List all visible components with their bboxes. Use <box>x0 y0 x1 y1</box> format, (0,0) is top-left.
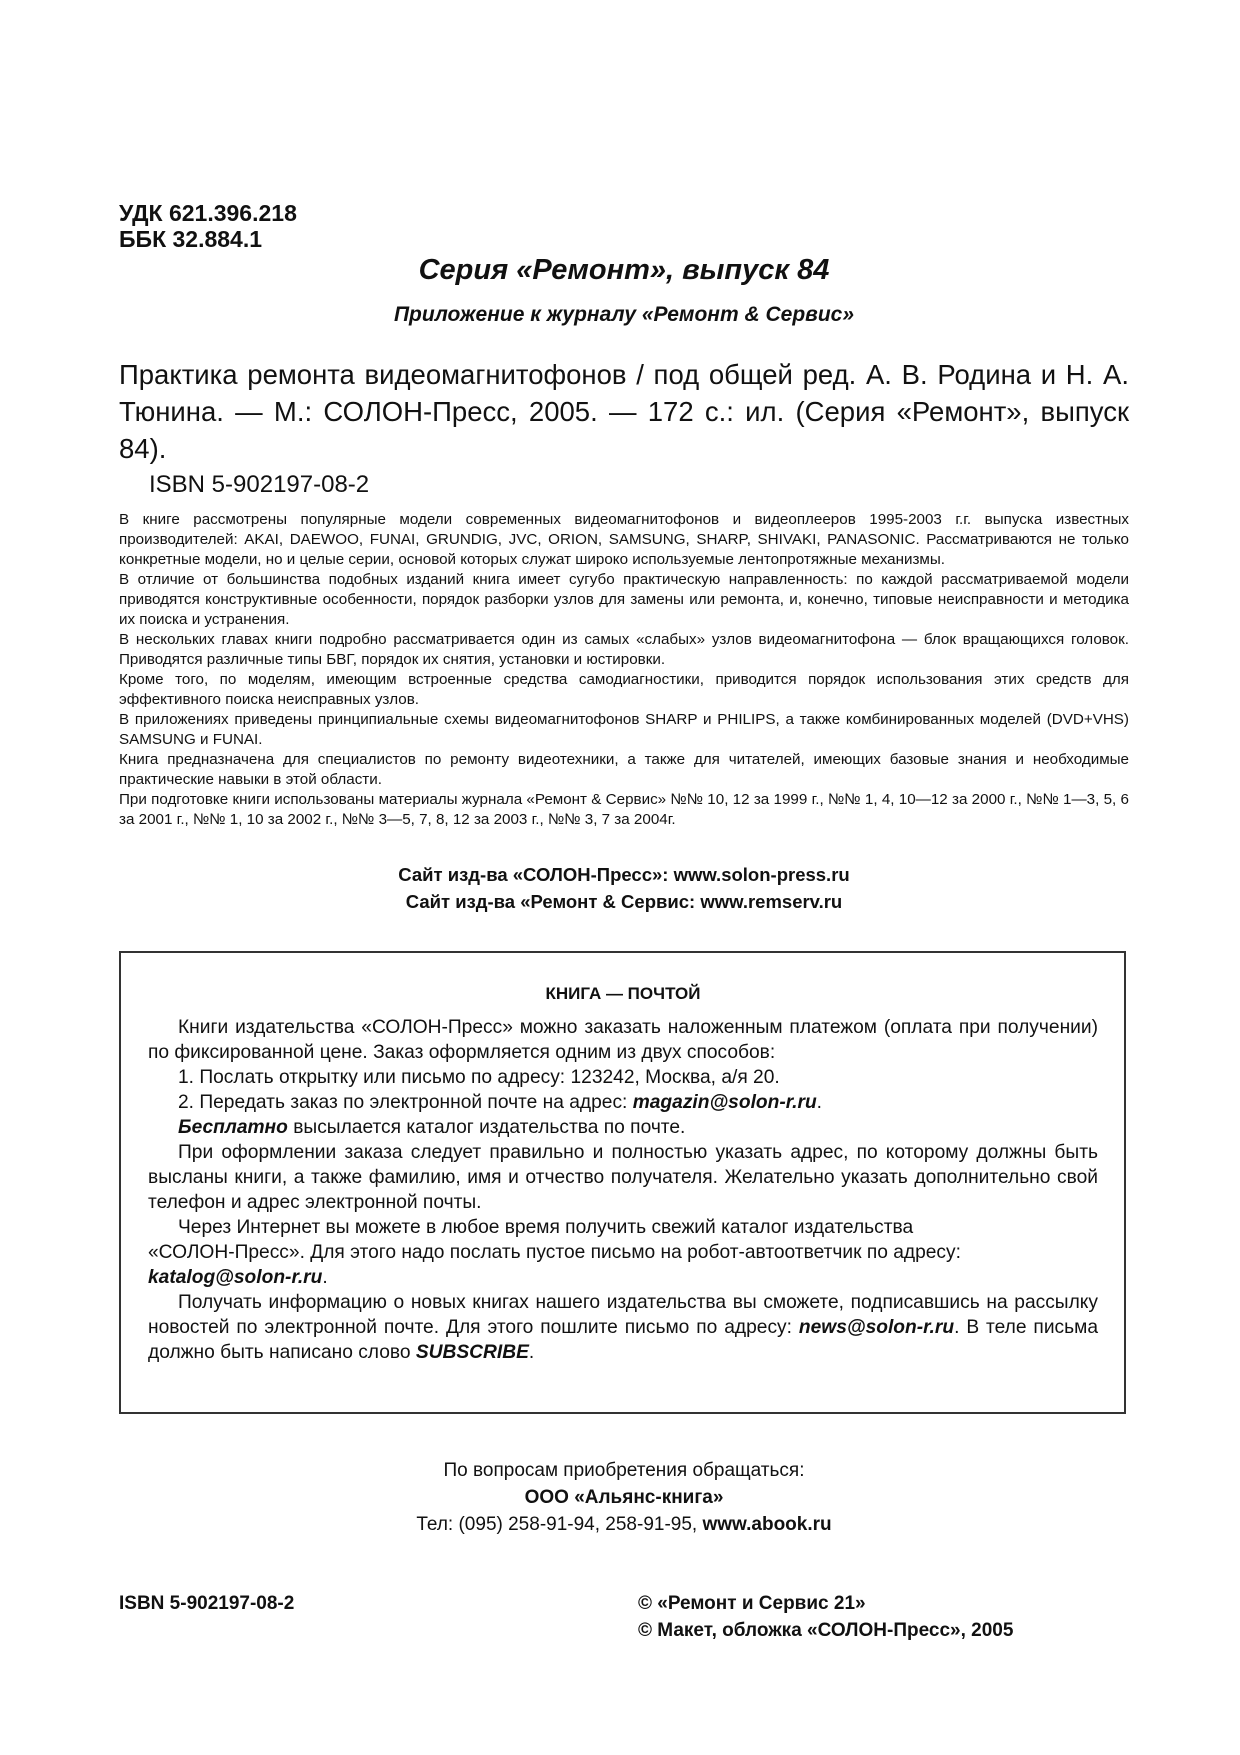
copyright-block <box>638 1590 1013 1644</box>
free-catalog-line <box>148 1115 1098 1140</box>
contact-company: ООО «Альянс-книга» <box>524 1487 724 1508</box>
publisher-sites <box>119 861 1129 915</box>
order-way-1: 1. Послать открытку или письмо по адресу: 123242, Москва, а/я 20. <box>178 1067 780 1088</box>
classification-block <box>119 200 297 252</box>
annotation-paragraph: В книге рассмотрены популярные модели современных видеомагнитофонов и видеоплееров 1995-2003 г.г. выпуска известных производителей: AKAI, DAEWOO, FUNAI, GRUNDIG, JVC, ORION, SAMSUNG, SHARP, SHIVAKI, PANASONIC. Рассматриваются не только конкретные модели, но и целые серии, основой которых служат широко используемые лентопротяжные механизмы. <box>119 511 1129 568</box>
katalog-email: katalog@solon-r.ru <box>148 1267 323 1288</box>
annotation-paragraph: В приложениях приведены принципиальные схемы видеомагнитофонов SHARP и PHILIPS, а также комбинированных моделей (DVD+VHS) SAMSUNG и FUNAI. <box>119 711 1129 748</box>
annotation-paragraph: В отличие от большинства подобных изданий книга имеет сугубо практическую направленность: по каждой рассматриваемой модели приводятся конструктивные особенности, порядок разборки узлов для замены или ремонта, и, конечно, типовые неисправности и методика их поиска и устранения. <box>119 571 1129 628</box>
period: . <box>322 1267 328 1288</box>
series-subtitle: Приложение к журналу «Ремонт & Сервис» <box>393 303 855 326</box>
contact-intro: По вопросам приобретения обращаться: <box>443 1460 805 1481</box>
isbn-line: ISBN 5-902197-08-2 <box>149 471 370 498</box>
contact-website: www.abook.ru <box>702 1514 832 1535</box>
mail-order-title: КНИГА — ПОЧТОЙ <box>545 984 701 1003</box>
catalog-line-1: Через Интернет вы можете в любое время получить свежий каталог издательства <box>178 1217 914 1238</box>
order-note: При оформлении заказа следует правильно и полностью указать адрес, по которому должны быть высланы книги, а также фамилию, имя и отчество получателя. Желательно указать дополнительно свой телефон и адрес электронной почты. <box>148 1142 1098 1213</box>
mail-order-box <box>119 951 1126 1414</box>
annotation-paragraph: Книга предназначена для специалистов по ремонту видеотехники, а также для читателей, имеющих базовые знания и необходимые практические навыки в этой области. <box>119 751 1129 788</box>
order-way-2 <box>148 1090 1098 1115</box>
news-paragraph <box>148 1290 1098 1365</box>
bibliographic-citation: Практика ремонта видеомагнитофонов / под общей ред. А. В. Родина и Н. А. Тюнина. — М.: СОЛОН-Пресс, 2005. — 172 с.: ил. (Серия «Ремонт», выпуск 84). <box>119 359 1129 464</box>
bbk-code: ББК 32.884.1 <box>119 226 263 252</box>
mail-order-body <box>148 1015 1098 1365</box>
news-text: Получать информацию о новых книгах нашего издательства вы сможете, подписавшись на рассылку новостей по электронной почте. Для этого пошлите письмо по адресу: <box>148 1292 1098 1338</box>
udk-code: УДК 621.396.218 <box>119 200 297 226</box>
catalog-line-2: «СОЛОН-Пресс». Для этого надо послать пустое письмо на робот-автоответчик по адресу: <box>148 1242 961 1263</box>
subscribe-word: SUBSCRIBE <box>415 1342 529 1363</box>
annotation-paragraph: Кроме того, по моделям, имеющим встроенные средства самодиагностики, приводится порядок использования этих средств для эффективного поиска неисправных узлов. <box>119 671 1129 708</box>
annotation-paragraph: В нескольких главах книги подробно рассматривается один из самых «слабых» узлов видеомагнитофона — блок вращающихся головок. Приводятся различные типы БВГ, порядок их снятия, установки и юстировки. <box>119 631 1129 668</box>
remserv-site: Сайт изд-ва «Ремонт & Сервис: www.remserv.ru <box>405 891 843 912</box>
annotation <box>119 510 1129 830</box>
news-email: news@solon-r.ru <box>798 1317 955 1338</box>
footer-isbn: ISBN 5-902197-08-2 <box>119 1593 295 1614</box>
annotation-paragraph: При подготовке книги использованы материалы журнала «Ремонт & Сервис» №№ 10, 12 за 1999 г., №№ 1, 4, 10—12 за 2000 г., №№ 1—3, 5, 6 за 2001 г., №№ 1, 10 за 2002 г., №№ 3—5, 7, 8, 12 за 2003 г., №№ 3, 7 за 2004г. <box>119 791 1129 828</box>
news-rest: . В теле письма должно быть написано слово <box>148 1317 1098 1363</box>
contact-phone-line <box>119 1511 1129 1538</box>
period: . <box>528 1342 535 1363</box>
mail-order-intro: Книги издательства «СОЛОН-Пресс» можно заказать наложенным платежом (оплата при получении) по фиксированной цене. Заказ оформляется одним из двух способов: <box>148 1017 1098 1063</box>
purchase-contact <box>119 1457 1129 1538</box>
magazin-email: magazin@solon-r.ru <box>632 1092 817 1113</box>
order-way-2-text: 2. Передать заказ по электронной почте на адрес: <box>178 1092 633 1113</box>
series-title: Серия «Ремонт», выпуск 84 <box>418 254 830 286</box>
catalog-email-line <box>148 1265 1098 1290</box>
copyright-line-1: © «Ремонт и Сервис 21» <box>638 1593 866 1614</box>
solon-site: Сайт изд-ва «СОЛОН-Пресс»: www.solon-press.ru <box>398 864 850 885</box>
free-rest: высылается каталог издательства по почте. <box>287 1117 686 1138</box>
contact-phone: Тел: (095) 258-91-94, 258-91-95, <box>416 1514 703 1535</box>
copyright-line-2: © Макет, обложка «СОЛОН-Пресс», 2005 <box>638 1620 1014 1641</box>
period: . <box>816 1092 823 1113</box>
free-word: Бесплатно <box>178 1117 288 1138</box>
